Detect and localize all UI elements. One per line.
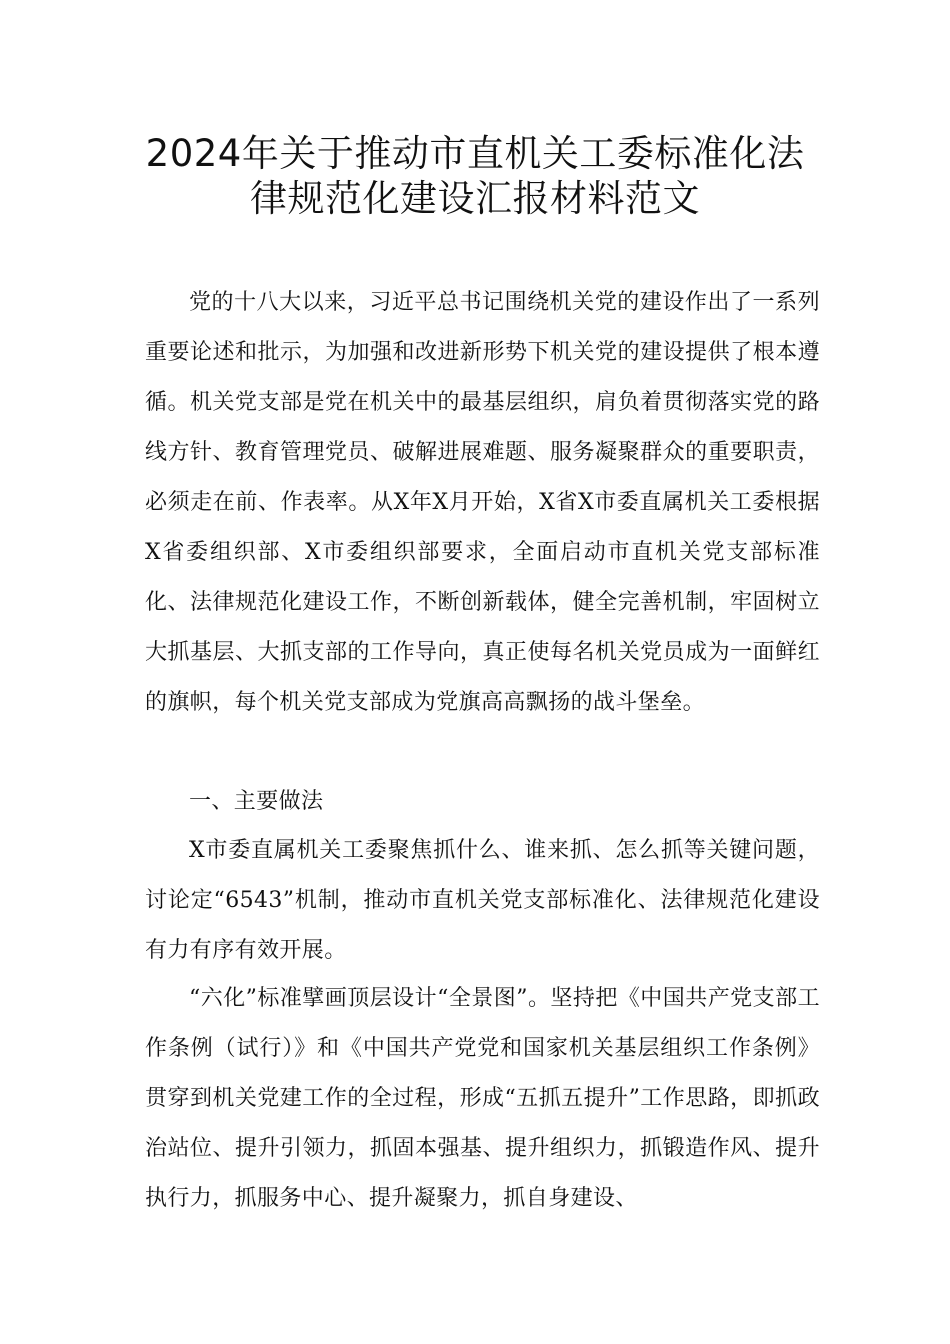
intro-paragraph: 党的十八大以来，习近平总书记围绕机关党的建设作出了一系列重要论述和批示，为加强和改进新形势下机关党的建设提供了根本遵循。机关党支部是党在机关中的最基层组织，肩负着贯彻落实党的路线方针、教育管理党员、破解进展难题、服务凝聚群众的重要职责，必须走在前、作表率。从X年X月开始，X省X市委直属机关工委根据X省委组织部、X市委组织部要求，全面启动市直机关党支部标准化、法律规范化建设工作，不断创新载体，健全完善机制，牢固树立大抓基层、大抓支部的工作导向，真正使每名机关党员成为一面鲜红的旗帜，每个机关党支部成为党旗高高飘扬的战斗堡垒。	[145, 290, 820, 715]
six-standards-paragraph: “六化”标准擘画顶层设计“全景图”。坚持把《中国共产党支部工作条例（试行）》和《中国共产党党和国家机关基层组织工作条例》贯穿到机关党建工作的全过程，形成“五抓五提升”工作思路，即抓政治站位、提升引领力，抓固本强基、提升组织力，抓锻造作风、提升执行力，抓服务中心、提升凝聚力，抓自身建设、	[145, 986, 820, 1211]
section-heading-main-practices: 一、主要做法	[189, 789, 324, 814]
document-title-line-1: 2024年关于推动市直机关工委标准化法	[145, 132, 805, 175]
practices-paragraph: X市委直属机关工委聚焦抓什么、谁来抓、怎么抓等关键问题，讨论定“6543”机制，推动市直机关党支部标准化、法律规范化建设有力有序有效开展。	[145, 838, 820, 963]
document-title-line-2: 律规范化建设汇报材料范文	[250, 177, 700, 220]
